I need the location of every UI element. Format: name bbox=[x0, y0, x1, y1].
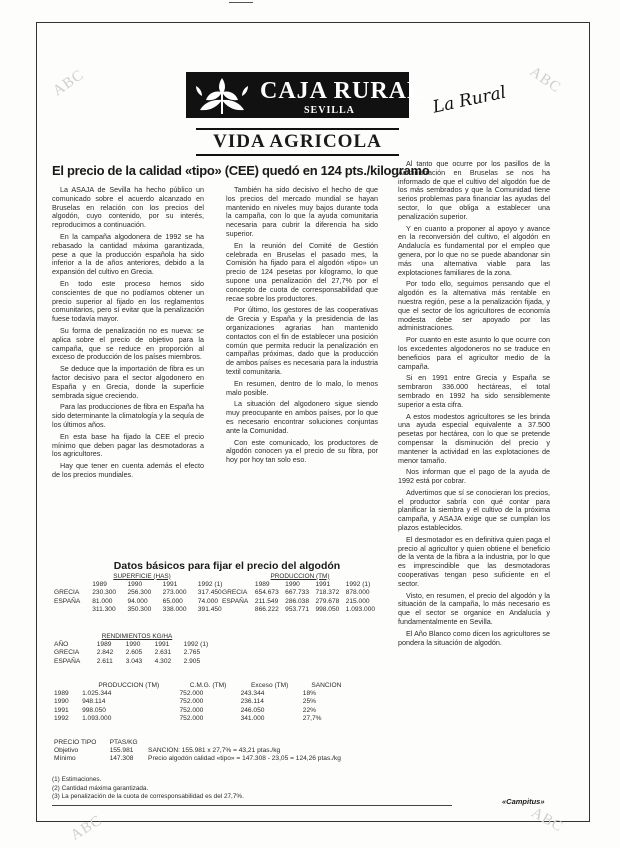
table-cell: 230.300 bbox=[92, 589, 117, 597]
table-cell: 27,7% bbox=[302, 715, 322, 723]
la-rural-signature bbox=[430, 82, 508, 118]
paragraph: En resumen, dentro de lo malo, lo menos malo posible. bbox=[226, 378, 378, 397]
table-cell: 953.771 bbox=[285, 606, 310, 614]
table-row-total bbox=[52, 606, 232, 614]
table-cell: 246.050 bbox=[240, 706, 265, 714]
watermark-bottom-right: ABC bbox=[528, 804, 566, 836]
table-header bbox=[52, 681, 80, 689]
table-cell: 155.981 bbox=[109, 747, 134, 755]
table-header: PRECIO TIPO bbox=[54, 738, 97, 746]
year-cell: 1991 bbox=[154, 641, 170, 649]
table-cell: 998.050 bbox=[315, 606, 340, 614]
row-label: GRECIA bbox=[54, 649, 80, 657]
section-rule-top bbox=[196, 128, 399, 130]
top-rule bbox=[229, 2, 253, 3]
table-cell: 1.093.000 bbox=[82, 715, 112, 723]
table-cell: 81.000 bbox=[92, 597, 113, 605]
table-row bbox=[52, 640, 222, 648]
paragraph: En la reunión del Comité de Gestión celebrada en Bruselas el pasado mes, la Comisión ha fijado para el algodón «tipo» un precio de 124 pesetas por kilogramo, lo que supone una penalización del 27,7% por el concepto de cuota de corresponsabilidad que recae sobre los productores. bbox=[226, 240, 378, 303]
table-cell: 338.000 bbox=[162, 606, 187, 614]
produccion-sancion-table bbox=[52, 681, 352, 723]
row-label: GRECIA bbox=[222, 589, 248, 597]
table-row bbox=[52, 706, 352, 714]
table-header: Exceso (TM) bbox=[250, 681, 289, 689]
table-cell: 65.000 bbox=[162, 597, 183, 605]
year-cell: 1989 bbox=[96, 641, 112, 649]
table-cell: 667.733 bbox=[285, 589, 310, 597]
paragraph: La situación del algodonero sigue siendo muy preocupante en ambos países, por lo que es necesario encontrar soluciones conjuntas ante la Comunidad. bbox=[226, 399, 378, 435]
paragraph: Visto, en resumen, el precio del algodón y la situación de la campaña, lo más necesario es que el sector se organice en Andalucía y fundamentalmente en Sevilla. bbox=[398, 590, 550, 627]
paragraph: A estos modestos agricultores se les brinda una ayuda especial equivalente a 37.500 pesetas por hectárea, con lo que se pretende compensar la disminución del precio y mantener la actividad en las explotaciones de menor tamaño. bbox=[398, 411, 550, 465]
row-label: ESPAÑA bbox=[54, 657, 81, 665]
year-cell: 1990 bbox=[125, 641, 141, 649]
table-cell: 215.000 bbox=[345, 597, 370, 605]
year-cell: 1992 (1) bbox=[183, 641, 209, 649]
table-row bbox=[220, 589, 380, 597]
table-row bbox=[52, 649, 222, 657]
footnote: (2) Cantidad máxima garantizada. bbox=[52, 784, 149, 792]
row-label: Mínimo bbox=[54, 755, 76, 763]
year-cell: 1989 bbox=[92, 581, 107, 589]
paragraph: El Año Blanco como dicen los agricultores se pondera la situación de algodón. bbox=[398, 628, 550, 647]
table-header: PTAS/KG bbox=[109, 738, 138, 746]
table-cell: 317.450 bbox=[197, 589, 222, 597]
paragraph: Nos informan que el pago de la ayuda de 1992 está por cobrar. bbox=[398, 467, 550, 486]
paragraph: En la campaña algodonera de 1992 se ha rebasado la cantidad máxima garantizada, pese a que la producción española ha sido inferior a la de años anteriores, debido a la expansión del cultivo en Grecia. bbox=[52, 231, 204, 277]
table-cell: 350.300 bbox=[127, 606, 152, 614]
section-title: VIDA AGRICOLA bbox=[213, 131, 382, 152]
paragraph: Hay que tener en cuenta además el efecto de los precios mundiales. bbox=[52, 461, 204, 479]
row-label: Objetivo bbox=[54, 747, 79, 755]
brand-city: SEVILLA bbox=[304, 105, 355, 116]
table-cell: 243.344 bbox=[240, 690, 265, 698]
table-cell: 25% bbox=[302, 698, 316, 706]
table-cell: 211.549 bbox=[254, 597, 279, 605]
table-cell: 866.222 bbox=[254, 606, 279, 614]
paragraph: Se deduce que la importación de fibra es un factor decisivo para el sector algodonero en España y en Grecia, donde la superficie sembrada sigue creciendo. bbox=[52, 364, 204, 400]
table-row bbox=[52, 589, 232, 597]
footnote: (1) Estimaciones. bbox=[52, 776, 102, 783]
table-header: C.M.G. (TM) bbox=[189, 681, 227, 689]
row-label bbox=[52, 606, 90, 614]
table-cell: 279.678 bbox=[315, 597, 340, 605]
paragraph: En todo este proceso hemos sido conscientes de que no podíamos obtener un precio superior al fijado en los reglamentos comunitarios, pero sí evitar que la penalización fuese todavía mayor. bbox=[52, 278, 204, 324]
table-header: SANCION bbox=[311, 681, 342, 689]
table-cell: 752.000 bbox=[179, 715, 204, 723]
table-cell: 22% bbox=[302, 706, 316, 714]
paragraph: En esta base ha fijado la CEE el precio mínimo que deben pagar las desmotadoras a los agricultores. bbox=[52, 431, 204, 459]
watermark-top-left: ABC bbox=[50, 66, 88, 100]
table-cell: 1.093.000 bbox=[345, 606, 376, 614]
table-header: PRODUCCION (TM) bbox=[98, 681, 160, 689]
table-row bbox=[52, 597, 232, 605]
row-label: GRECIA bbox=[54, 589, 80, 597]
year-cell: 1990 bbox=[54, 698, 69, 706]
year-cell: 1992 bbox=[54, 715, 69, 723]
year-cell: 1990 bbox=[285, 581, 300, 589]
year-cell: 1990 bbox=[127, 581, 143, 589]
wheat-emblem-icon bbox=[190, 74, 252, 116]
article-column-2 bbox=[226, 186, 378, 558]
sancion-line: SANCION: 155.981 x 27,7% = 43,21 ptas./kg bbox=[148, 747, 281, 755]
watermark-bottom-left: ABC bbox=[68, 812, 106, 844]
table-cell: 4.302 bbox=[154, 657, 172, 665]
table-row bbox=[52, 580, 232, 588]
table-cell: 1.025.344 bbox=[82, 690, 112, 698]
paragraph: Para las producciones de fibra en España ha sido determinante la climatología y la sequía de los últimos años. bbox=[52, 402, 204, 429]
row-label bbox=[220, 606, 253, 614]
data-section-title: Datos básicos para fijar el precio del algodón bbox=[113, 560, 341, 572]
row-label: ESPAÑA bbox=[222, 597, 249, 605]
table-cell: 752.000 bbox=[179, 706, 204, 714]
table-cell: 236.114 bbox=[240, 698, 264, 706]
table-row bbox=[52, 715, 352, 723]
table-cell: 18% bbox=[302, 690, 316, 698]
table-cell: 878.000 bbox=[345, 589, 370, 597]
table-cell: 311.300 bbox=[92, 606, 116, 614]
table-row bbox=[52, 746, 382, 754]
article-headline: El precio de la calidad «tipo» (CEE) quedó en 124 pts./kilogramo bbox=[52, 163, 430, 178]
table-cell: 2.905 bbox=[183, 657, 201, 665]
produccion-table bbox=[220, 572, 380, 614]
paragraph: Al tanto que ocurre por los pasillos de la Administración en Bruselas se nos ha informado de que el cultivo del algodón fue de los más sembrados y que la Comunidad tiene serios problemas para financiar las ayudas del sector, lo que obliga a establecer una penalización superior. bbox=[398, 159, 550, 221]
table-cell: 2.611 bbox=[96, 657, 113, 665]
paragraph: También ha sido decisivo el hecho de que los precios del mercado mundial se hayan mantenido en niveles muy bajos durante toda la campaña, con lo que la ayuda comunitaria necesaria para cubrir la diferencia ha sido superior. bbox=[226, 185, 378, 238]
article-signoff: «Campitus» bbox=[502, 797, 545, 806]
table-header: RENDIMIENTOS KG/HA bbox=[101, 632, 173, 640]
table-cell: 147.308 bbox=[109, 755, 134, 763]
table-row bbox=[52, 698, 352, 706]
table-cell: 74.000 bbox=[197, 597, 219, 605]
year-cell: 1991 bbox=[54, 706, 69, 714]
table-header: PRODUCCION (TM) bbox=[270, 572, 330, 580]
table-header-row bbox=[52, 738, 382, 746]
section-rule-bottom bbox=[196, 154, 399, 156]
table-cell: 2.605 bbox=[125, 649, 143, 657]
table-row bbox=[220, 580, 380, 588]
paragraph: Por todo ello, seguimos pensando que el algodón es la alternativa más rentable en nuestra región, pese a la penalización fijada, y que el sector de los agricultores de economía modesta debe ser apoyado por las administraciones. bbox=[398, 279, 550, 333]
footnote: (3) La penalización de la cuota de corresponsabilidad es del 27,7%. bbox=[52, 793, 244, 800]
year-cell: 1992 (1) bbox=[345, 581, 371, 589]
paragraph: El desmotador es en definitiva quien paga el precio al agricultor y quien obtiene el beneficio de la venta de la fibra a la industria, por lo que es imprescindible que las desmotadoras cooperativas tengan peso suficiente en el sector. bbox=[398, 534, 550, 588]
rendimientos-table bbox=[52, 632, 222, 666]
table-cell: 2.631 bbox=[154, 649, 172, 657]
paragraph: Si en 1991 entre Grecia y España se sembraron 336.000 hectáreas, el total sembrado en 1992 ha sido sensiblemente superior a esta cifra. bbox=[398, 373, 550, 409]
table-row bbox=[52, 755, 382, 763]
year-cell: 1992 (1) bbox=[197, 581, 223, 589]
paragraph: Por último, los gestores de las cooperativas de Grecia y España y la presidencia de las organizaciones agrarias han mantenido contactos con el fin de establecer una posición común que permita reducir la penalización en campañas próximas, dado que la producción de ambos países es necesaria para la industria textil comunitaria. bbox=[226, 305, 378, 376]
table-cell: 94.000 bbox=[127, 597, 148, 605]
paragraph: Su forma de penalización no es nueva: se aplica sobre el precio de objetivo para la campaña, que se reduce en proporción al exceso de producción de los países miembros. bbox=[52, 325, 204, 362]
table-row bbox=[220, 597, 380, 605]
brand-name: CAJA RURAL bbox=[260, 78, 425, 104]
table-cell: 998.050 bbox=[82, 706, 106, 714]
table-cell: 341.000 bbox=[240, 715, 265, 723]
watermark-top-right: ABC bbox=[526, 63, 564, 97]
col-head: AÑO bbox=[54, 641, 69, 649]
paragraph: Con este comunicado, los productores de algodón conocen ya el precio de su fibra, por hoy por hoy tan solo eso. bbox=[226, 437, 378, 465]
table-cell: 654.673 bbox=[254, 589, 279, 597]
article-column-3 bbox=[398, 160, 550, 788]
caja-rural-logo bbox=[186, 72, 425, 118]
table-cell: 391.450 bbox=[197, 606, 222, 614]
table-cell: 2.842 bbox=[96, 649, 114, 657]
paragraph: Y en cuanto a proponer al apoyo y avance en la reconversión del cultivo, el algodón en Andalucía es fundamental por el empleo que genera, por lo que no se puede abandonar sin más una alternativa viable para las explotaciones familiares de la zona. bbox=[398, 223, 550, 277]
precio-tipo-table bbox=[52, 738, 382, 763]
table-cell: 718.372 bbox=[315, 589, 340, 597]
article-column-1 bbox=[52, 186, 204, 558]
table-row bbox=[52, 689, 352, 697]
paragraph: Por cuanto en este asunto lo que ocurre con los excedentes algodoneros no se traduce en beneficios para el agricultor medio de la campaña. bbox=[398, 335, 550, 371]
paragraph: Advertimos que sí se conocieran los precios, el productor sabría con qué contar para planificar la siembra y el cultivo de la próxima campaña, y ASAJA exige que se cumplan los plazos establecidos. bbox=[398, 487, 550, 533]
year-cell: 1989 bbox=[254, 581, 270, 589]
signature-text: La Rural bbox=[431, 82, 508, 118]
superficie-table bbox=[52, 572, 232, 614]
table-cell: 752.000 bbox=[179, 690, 204, 698]
table-cell: 948.114 bbox=[82, 698, 106, 706]
table-cell: 273.000 bbox=[162, 589, 187, 597]
precio-line: Precio algodón calidad «tipo» = 147.308 - 23,05 = 124,26 ptas./kg bbox=[148, 755, 341, 763]
paragraph: La ASAJA de Sevilla ha hecho público un comunicado sobre el acuerdo alcanzado en Bruselas en relación con los precios del algodón, cuyo contenido, por su interés, reproducimos a continuación. bbox=[52, 185, 204, 230]
table-cell: 2.765 bbox=[183, 649, 201, 657]
table-cell: 3.043 bbox=[125, 657, 143, 665]
table-cell: 256.300 bbox=[127, 589, 152, 597]
table-header-row bbox=[52, 681, 352, 689]
table-cell: 752.000 bbox=[179, 698, 204, 706]
year-cell: 1989 bbox=[54, 690, 69, 698]
table-notes bbox=[52, 776, 372, 802]
year-cell: 1991 bbox=[162, 581, 178, 589]
table-row bbox=[52, 657, 222, 665]
table-header: SUPERFICIE (HAS) bbox=[113, 572, 171, 580]
table-cell: 286.038 bbox=[285, 597, 310, 605]
year-cell: 1991 bbox=[315, 581, 331, 589]
table-row-total bbox=[220, 606, 380, 614]
row-label: ESPAÑA bbox=[54, 597, 81, 605]
bottom-rule bbox=[52, 805, 452, 806]
